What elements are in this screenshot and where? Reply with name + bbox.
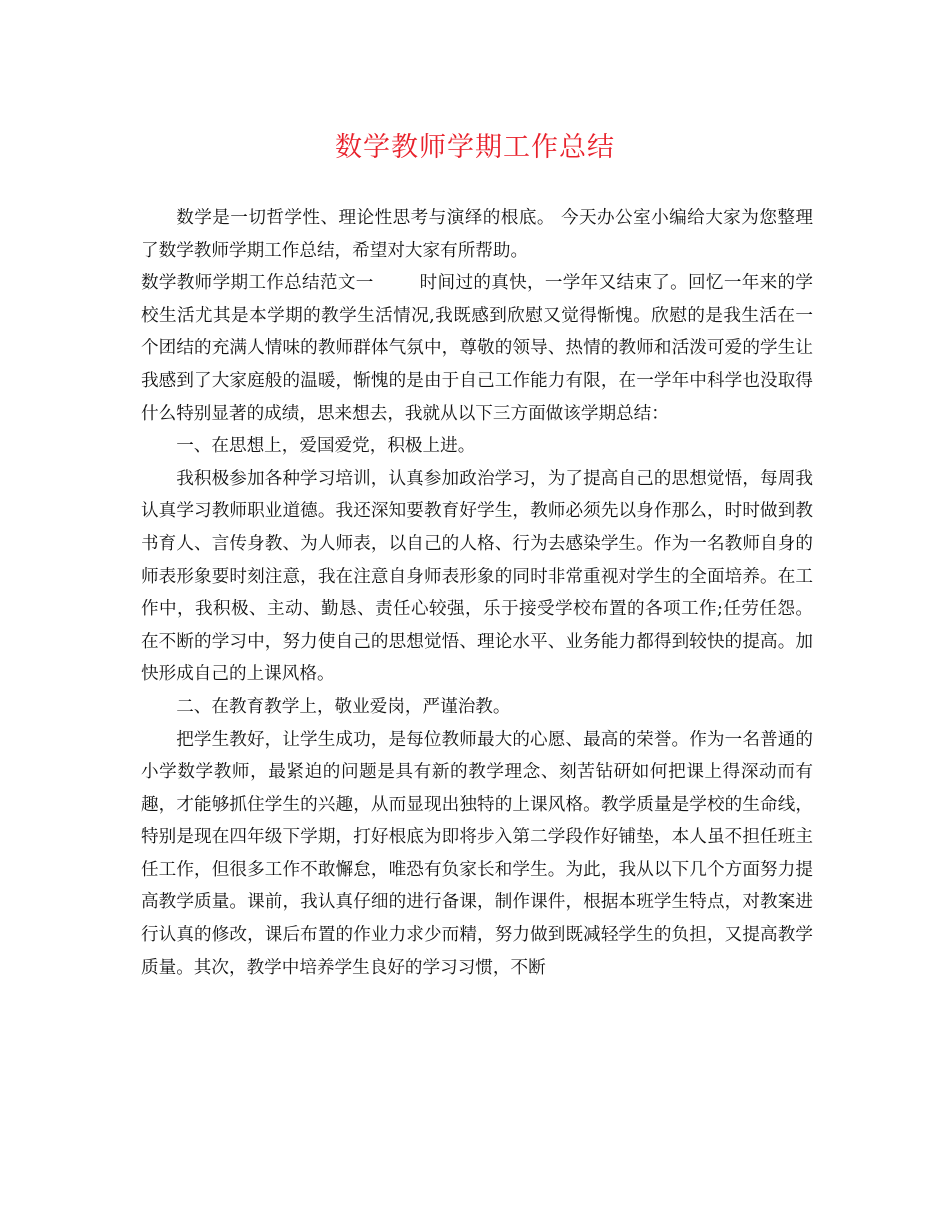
intro-paragraph: 数学是一切哲学性、理论性思考与演绎的根底。 今天办公室小编给大家为您整理了数学教师学期工作总结，希望对大家有所帮助。 xyxy=(141,208,813,261)
sample-opening: 时间过的真快，一学年又结束了。回忆一年来的学校生活尤其是本学期的教学生活情况,我既感到欣慰又觉得惭愧。欣慰的是我生活在一个团结的充满人情味的教师群体气氛中，尊敬的领导、热情的教师和活泼可爱的学生让我感到了大家庭般的温暖，惭愧的是由于自己工作能力有限，在一学年中科学也没取得什么特别显著的成绩，思来想去，我就从以下三方面做该学期总结： xyxy=(141,273,813,424)
section-2-body: 把学生教好，让学生成功，是每位教师最大的心愿、最高的荣誉。作为一名普通的小学数学教师，最紧迫的问题是具有新的教学理念、刻苦钻研如何把课上得深动而有趣，才能够抓住学生的兴趣，从而显现出独特的上课风格。教学质量是学校的生命线，特别是现在四年级下学期，打好根底为即将步入第二学段作好铺垫，本人虽不担任班主任工作，但很多工作不敢懈怠，唯恐有负家长和学生。为此，我从以下几个方面努力提高教学质量。课前，我认真仔细的进行备课，制作课件，根据本班学生特点，对教案进行认真的修改，课后布置的作业力求少而精，努力做到既减轻学生的负担，又提高教学质量。其次，教学中培养学生良好的学习习惯，不断 xyxy=(141,729,813,978)
section-2-heading: 二、在教育教学上，敬业爱岗，严谨治教。 xyxy=(176,696,511,717)
document-title: 数学教师学期工作总结 xyxy=(335,132,615,163)
sample-heading: 数学教师学期工作总结范文一 xyxy=(141,273,374,294)
sample-paragraph xyxy=(141,267,813,430)
section-1-body: 我积极参加各种学习培训，认真参加政治学习，为了提高自己的思想觉悟，每周我认真学习教师职业道德。我还深知要教育好学生，教师必须先以身作那么，时时做到教书育人、言传身教、为人师表，以自己的人格、行为去感染学生。作为一名教师自身的师表形象要时刻注意，我在注意自身师表形象的同时非常重视对学生的全面培养。在工作中，我积极、主动、勤恳、责任心较强，乐于接受学校布置的各项工作;任劳任怨。在不断的学习中，努力使自己的思想觉悟、理论水平、业务能力都得到较快的提高。加快形成自己的上课风格。 xyxy=(141,468,813,685)
section-1-heading: 一、在思想上，爱国爱党，积极上进。 xyxy=(176,436,476,457)
document-body xyxy=(141,202,813,984)
